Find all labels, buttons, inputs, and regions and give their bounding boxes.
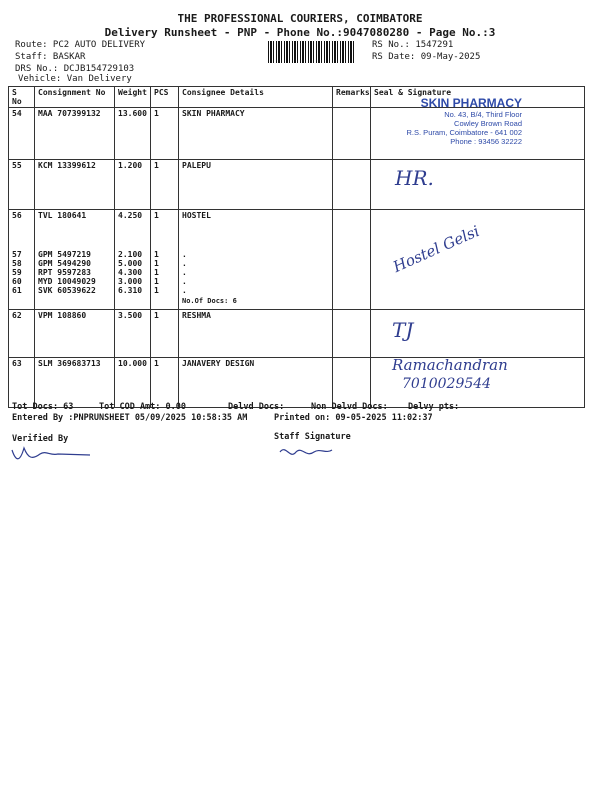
signature-reshma: TJ — [392, 318, 414, 342]
row-remarks — [333, 108, 371, 160]
row-weight — [115, 210, 151, 310]
drs-label: DRS No.: DCJB154729103 — [15, 64, 135, 74]
consignee-56: HOSTEL — [182, 211, 211, 220]
pcs-58: 1 — [154, 259, 159, 268]
row-consignee: PALEPU — [179, 160, 333, 210]
row-sno — [9, 210, 35, 310]
sno-60: 60 — [12, 277, 22, 286]
col-weight: Weight — [115, 87, 151, 108]
table-row — [9, 160, 585, 210]
row-consignee: SKIN PHARMACY — [179, 108, 333, 160]
stamp-line2: Cowley Brown Road — [454, 119, 522, 128]
row-weight: 1.200 — [115, 160, 151, 210]
staff-signature-label: Staff Signature — [274, 432, 351, 442]
table-row-group — [9, 210, 585, 310]
row-pcs: 1 — [151, 160, 179, 210]
printed-on: Printed on: 09-05-2025 11:02:37 — [274, 413, 433, 423]
weight-61: 6.310 — [118, 286, 143, 295]
total-docs: Tot Docs: 63 — [12, 402, 74, 412]
signature-janavery-name: Ramachandran — [392, 356, 508, 374]
pcs-57: 1 — [154, 250, 159, 259]
sno-56: 56 — [12, 211, 22, 220]
row-remarks — [333, 160, 371, 210]
cno-56: TVL 180641 — [38, 211, 87, 220]
row-remarks — [333, 358, 371, 408]
entered-by: Entered By :PNPRUNSHEET 05/09/2025 10:58:35 AM — [12, 413, 248, 423]
row-consignment: SLM 369683713 — [35, 358, 115, 408]
consignee-60: . — [182, 277, 187, 286]
barcode — [268, 41, 356, 63]
weight-60: 3.000 — [118, 277, 143, 286]
signature-hostel: Hostel Gelsi — [390, 221, 483, 277]
row-consignee: RESHMA — [179, 310, 333, 358]
verified-by-label: Verified By — [12, 434, 69, 444]
table-row — [9, 310, 585, 358]
company-title: THE PROFESSIONAL COURIERS, COIMBATORE — [177, 12, 423, 25]
staff-signature-mark — [276, 440, 336, 464]
consignee-57: . — [182, 250, 187, 259]
vehicle-label: Vehicle: Van Delivery — [18, 74, 132, 84]
cno-57: GPM 5497219 — [38, 250, 91, 259]
row-consignment: MAA 707399132 — [35, 108, 115, 160]
row-consignment: VPM 108860 — [35, 310, 115, 358]
stamp-line3: R.S. Puram, Coimbatore - 641 002 — [406, 128, 522, 137]
consignee-59: . — [182, 268, 187, 277]
weight-59: 4.300 — [118, 268, 143, 277]
sno-58: 58 — [12, 259, 22, 268]
pcs-56: 1 — [154, 211, 159, 220]
col-sno: S No — [9, 87, 35, 108]
row-pcs: 1 — [151, 358, 179, 408]
delivery-points: Delvy pts: — [408, 402, 460, 412]
no-of-docs: No.Of Docs: 6 — [182, 297, 237, 305]
row-pcs: 1 — [151, 108, 179, 160]
non-delivered-docs: Non Delvd Docs: — [311, 402, 388, 412]
signature-hr: HR. — [395, 166, 434, 190]
row-consignment — [35, 210, 115, 310]
consignee-61: . — [182, 286, 187, 295]
row-weight: 10.000 — [115, 358, 151, 408]
sno-61: 61 — [12, 286, 22, 295]
cno-61: SVK 60539622 — [38, 286, 96, 295]
col-pcs: PCS — [151, 87, 179, 108]
col-remarks: Remarks — [333, 87, 371, 108]
signature-janavery-phone: 7010029544 — [402, 376, 492, 392]
pcs-59: 1 — [154, 268, 159, 277]
weight-57: 2.100 — [118, 250, 143, 259]
stamp-name: SKIN PHARMACY — [420, 96, 522, 110]
staff-label: Staff: BASKAR — [15, 52, 86, 62]
row-sno: 54 — [9, 108, 35, 160]
col-consignment: Consignment No — [35, 87, 115, 108]
pcs-60: 1 — [154, 277, 159, 286]
weight-58: 5.000 — [118, 259, 143, 268]
col-consignee: Consignee Details — [179, 87, 333, 108]
row-weight: 3.500 — [115, 310, 151, 358]
row-consignee: JANAVERY DESIGN — [179, 358, 333, 408]
pcs-61: 1 — [154, 286, 159, 295]
delivered-docs: Delvd Docs: — [228, 402, 285, 412]
row-remarks — [333, 310, 371, 358]
row-remarks — [333, 210, 371, 310]
row-sno: 55 — [9, 160, 35, 210]
row-sno: 62 — [9, 310, 35, 358]
row-consignee — [179, 210, 333, 310]
rs-number: RS No.: 1547291 — [372, 40, 454, 50]
row-pcs: 1 — [151, 310, 179, 358]
rs-date: RS Date: 09-May-2025 — [372, 52, 481, 62]
row-weight: 13.600 — [115, 108, 151, 160]
consignee-58: . — [182, 259, 187, 268]
row-pcs — [151, 210, 179, 310]
cno-58: GPM 5494290 — [38, 259, 91, 268]
row-consignment: KCM 13399612 — [35, 160, 115, 210]
cno-59: RPT 9597283 — [38, 268, 91, 277]
sno-59: 59 — [12, 268, 22, 277]
weight-56: 4.250 — [118, 211, 143, 220]
stamp-line4: Phone : 93456 32222 — [450, 137, 522, 146]
pharmacy-seal-stamp — [384, 96, 522, 146]
sno-57: 57 — [12, 250, 22, 259]
row-sno: 63 — [9, 358, 35, 408]
stamp-line1: No. 43, B/4, Third Floor — [444, 110, 522, 119]
verified-signature — [10, 442, 92, 464]
route-label: Route: PC2 AUTO DELIVERY — [15, 40, 146, 50]
col-seal: Seal & Signature — [371, 87, 585, 108]
runsheet-subtitle: Delivery Runsheet - PNP - Phone No.:9047080280 - Page No.:3 — [104, 26, 496, 39]
cno-60: MYD 10049029 — [38, 277, 96, 286]
total-cod: Tot COD Amt: 0.00 — [99, 402, 186, 412]
